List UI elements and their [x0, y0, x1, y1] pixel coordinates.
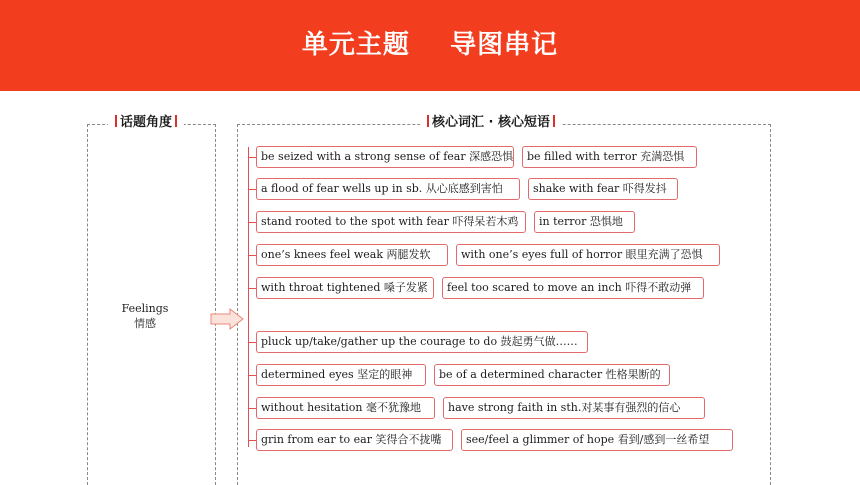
- branch-tick: [248, 288, 256, 289]
- phrase-box: pluck up/take/gather up the courage to do 鼓起勇气做……: [256, 331, 588, 353]
- phrase-box: determined eyes 坚定的眼神: [256, 364, 426, 386]
- topic-angle-heading: [108, 114, 184, 132]
- branch-tick: [248, 342, 256, 343]
- phrase-box: see/feel a glimmer of hope 看到/感到一丝希望: [461, 429, 733, 451]
- phrase-box: be of a determined character 性格果断的: [434, 364, 670, 386]
- branch-tick: [248, 157, 256, 158]
- phrase-box: one’s knees feel weak 两腿发软: [256, 244, 448, 266]
- core-vocabulary-heading: [420, 114, 562, 132]
- phrase-box: with one’s eyes full of horror 眼里充满了恐惧: [456, 244, 720, 266]
- phrase-box: have strong faith in sth.对某事有强烈的信心: [443, 397, 705, 419]
- phrase-box: grin from ear to ear 笑得合不拢嘴: [256, 429, 453, 451]
- phrase-box: in terror 恐惧地: [534, 211, 635, 233]
- branch-tick: [248, 222, 256, 223]
- arrow-right-icon: [210, 308, 244, 330]
- core-vocabulary-label: 核心词汇 · 核心短语: [432, 115, 550, 130]
- phrase-box: with throat tightened 嗓子发紧: [256, 277, 434, 299]
- branch-tick: [248, 408, 256, 409]
- phrase-box: feel too scared to move an inch 吓得不敢动弹: [442, 277, 704, 299]
- topic-feelings: [100, 301, 190, 331]
- phrase-box: be seized with a strong sense of fear 深感恐惧: [256, 146, 514, 168]
- header-banner: [0, 0, 860, 91]
- topic-english: Feelings: [121, 302, 169, 315]
- branch-tick: [248, 189, 256, 190]
- phrase-box: shake with fear 吓得发抖: [528, 178, 678, 200]
- topic-angle-label: 话题角度: [120, 115, 173, 130]
- topic-chinese: 情感: [134, 317, 156, 330]
- phrase-box: a flood of fear wells up in sb. 从心底感到害怕: [256, 178, 520, 200]
- phrase-box: stand rooted to the spot with fear 吓得呆若木鸡: [256, 211, 526, 233]
- phrase-box: be filled with terror 充满恐惧: [522, 146, 697, 168]
- phrase-box: without hesitation 毫不犹豫地: [256, 397, 435, 419]
- branch-connector: [248, 147, 249, 447]
- page-title: 单元主题 导图串记: [301, 30, 559, 60]
- branch-tick: [248, 440, 256, 441]
- branch-tick: [248, 255, 256, 256]
- branch-tick: [248, 375, 256, 376]
